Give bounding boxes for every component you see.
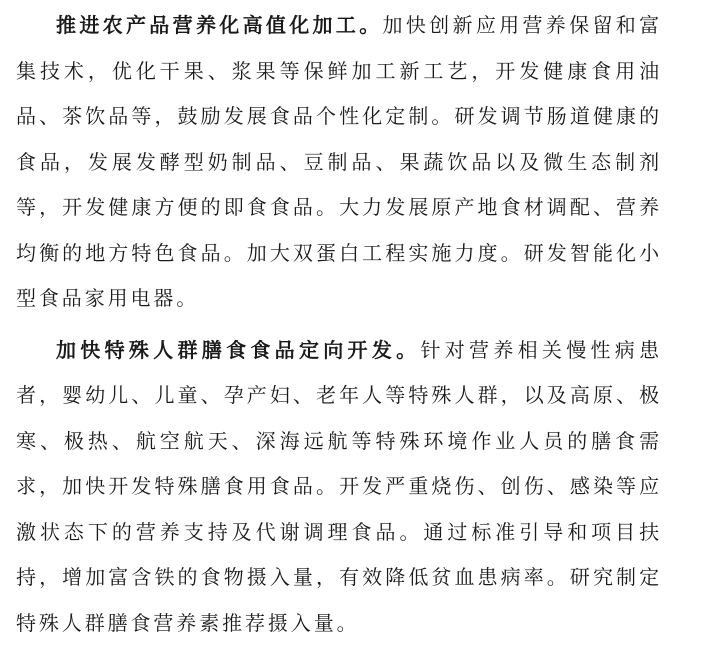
paragraph-body: 加快创新应用营养保留和富集技术，优化干果、浆果等保鲜加工新工艺，开发健康食用油品、茶饮品等，鼓励发展食品个性化定制。研发调节肠道健康的食品，发展发酵型奶制品、豆制品、果蔬饮品以及微生态制剂等，开发健康方便的即食食品。大力发展原产地食材调配、营养均衡的地方特色食品。加大双蛋白工程实施力度。研发智能化小型食品家用电器。 xyxy=(16,13,662,310)
paragraph-heading: 推进农产品营养化高值化加工。 xyxy=(56,13,383,37)
paragraph-nutrition-processing xyxy=(16,3,662,322)
paragraph-heading: 加快特殊人群膳食食品定向开发。 xyxy=(56,337,421,362)
paragraph-body: 针对营养相关慢性病患者，婴幼儿、儿童、孕产妇、老年人等特殊人群，以及高原、极寒、极热、航空航天、深海远航等特殊环境作业人员的膳食需求，加快开发特殊膳食用食品。开发严重烧伤、创伤、感染等应激状态下的营养支持及代谢调理食品。通过标准引导和项目扶持，增加富含铁的食物摄入量，有效降低贫血患病率。研究制定特殊人群膳食营养素推荐摄入量。 xyxy=(16,337,662,635)
paragraph-special-diet xyxy=(16,328,662,647)
